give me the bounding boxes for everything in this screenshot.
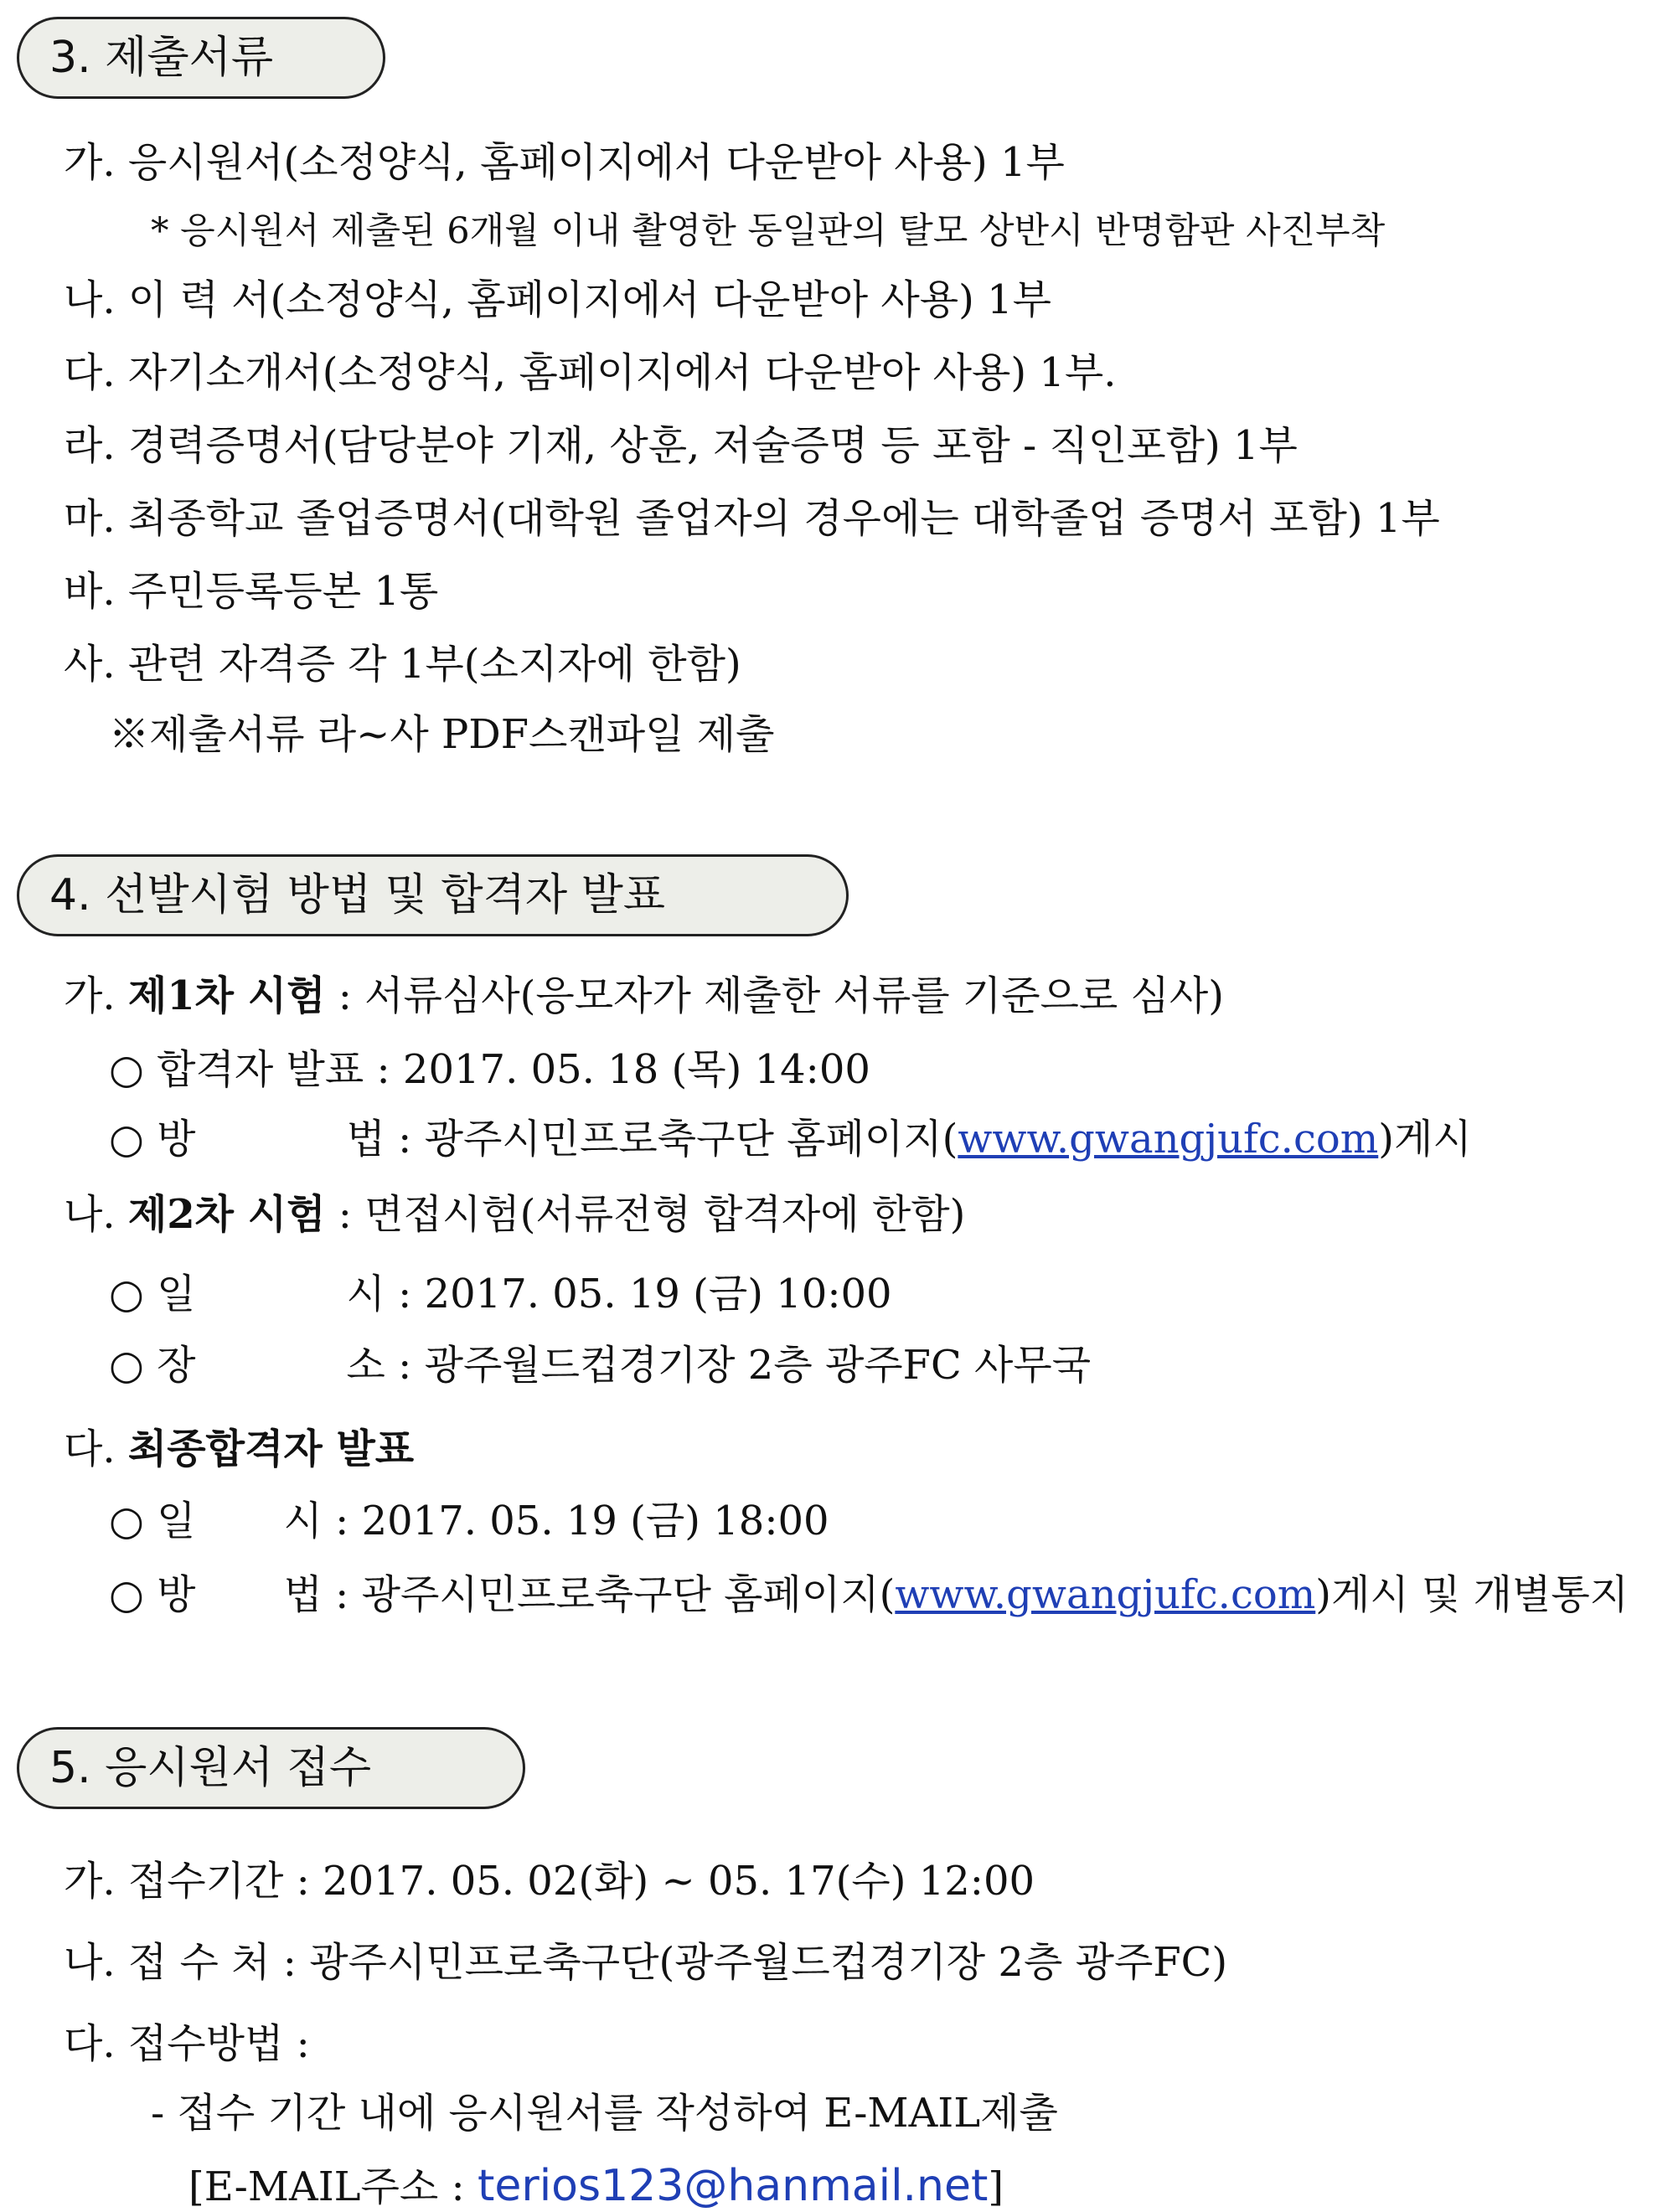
final-prefix: 다. [64, 1426, 128, 1472]
final-date-text: 시 : 2017. 05. 19 (금) 18:00 [283, 1498, 829, 1544]
email-close: ] [988, 2163, 1004, 2210]
final-title: 최종합격자 발표 [127, 1426, 415, 1472]
first-method-tail: )게시 [1378, 1116, 1472, 1163]
email-address[interactable]: terios123@hanmail.net [477, 2161, 989, 2211]
second-exam-desc: : 면접시험(서류전형 합격자에 한함) [325, 1191, 966, 1238]
second-exam-title: 제2차 시험 [127, 1191, 326, 1238]
homepage-link-final[interactable]: www.gwangjufc.com [895, 1571, 1316, 1618]
application-place: 나. 접 수 처 : 광주시민프로축구단(광주월드컵경기장 2층 광주FC) [64, 1939, 1228, 1986]
doc-note-photo: * 응시원서 제출된 6개월 이내 촬영한 동일판의 탈모 상반시 반명함판 사진부착 [151, 210, 1386, 252]
first-exam-title: 제1차 시험 [127, 972, 326, 1019]
first-method-text: 법 : 광주시민프로축구단 홈페이지( [346, 1116, 958, 1163]
homepage-link[interactable]: www.gwangjufc.com [958, 1116, 1379, 1163]
section-header-documents: 3. 제출서류 [17, 17, 385, 99]
final-method-tail: )게시 및 개별통지 [1315, 1571, 1629, 1618]
first-method-label: ○ 방 [109, 1116, 196, 1163]
second-exam-line [0, 1189, 965, 1240]
doc-item-registry: 바. 주민등록등본 1통 [64, 568, 439, 615]
second-exam-place [0, 1340, 1091, 1390]
application-period: 가. 접수기간 : 2017. 05. 02(화) ~ 05. 17(수) 12:00 [64, 1858, 1035, 1905]
final-method [0, 1570, 1629, 1620]
application-method: 다. 접수방법 : [64, 2020, 310, 2067]
doc-item-self-intro: 다. 자기소개서(소정양식, 홈페이지에서 다운받아 사용) 1부. [64, 349, 1117, 396]
section-header-application: 5. 응시원서 접수 [17, 1727, 525, 1809]
doc-item-career: 라. 경력증명서(담당분야 기재, 상훈, 저술증명 등 포함 - 직인포함) 1부 [64, 422, 1298, 469]
second-exam-date [0, 1269, 892, 1319]
section-header-selection: 4. 선발시험 방법 및 합격자 발표 [17, 854, 849, 936]
second-exam-prefix: 나. [64, 1191, 128, 1238]
email-label: [E-MAIL주소 : [188, 2163, 478, 2210]
application-email-line [0, 2161, 1004, 2211]
final-date-label: ○ 일 [109, 1498, 196, 1544]
final-method-text: 법 : 광주시민프로축구단 홈페이지( [283, 1571, 896, 1618]
final-method-label: ○ 방 [109, 1571, 196, 1618]
application-method-detail: - 접수 기간 내에 응시원서를 작성하여 E-MAIL제출 [151, 2090, 1058, 2137]
doc-item-license: 사. 관련 자격증 각 1부(소지자에 한함) [64, 641, 741, 688]
doc-note-pdf: ※제출서류 라~사 PDF스캔파일 제출 [109, 711, 775, 758]
doc-item-resume: 나. 이 력 서(소정양식, 홈페이지에서 다운받아 사용) 1부 [64, 276, 1052, 323]
second-place-text: 소 : 광주월드컵경기장 2층 광주FC 사무국 [346, 1342, 1092, 1389]
first-exam-announce: ○ 합격자 발표 : 2017. 05. 18 (목) 14:00 [109, 1046, 870, 1093]
first-exam-method [0, 1114, 1472, 1164]
first-exam-line [0, 971, 1224, 1021]
first-exam-prefix: 가. [64, 972, 128, 1019]
second-place-label: ○ 장 [109, 1342, 196, 1389]
final-announce-line [0, 1424, 414, 1474]
second-date-text: 시 : 2017. 05. 19 (금) 10:00 [346, 1271, 892, 1317]
doc-item-graduation: 마. 최종학교 졸업증명서(대학원 졸업자의 경우에는 대학졸업 증명서 포함) 1부 [64, 495, 1440, 542]
second-date-label: ○ 일 [109, 1271, 196, 1317]
first-exam-desc: : 서류심사(응모자가 제출한 서류를 기준으로 심사) [325, 972, 1225, 1019]
final-date [0, 1496, 829, 1546]
doc-item-application: 가. 응시원서(소정양식, 홈페이지에서 다운받아 사용) 1부 [64, 139, 1065, 186]
